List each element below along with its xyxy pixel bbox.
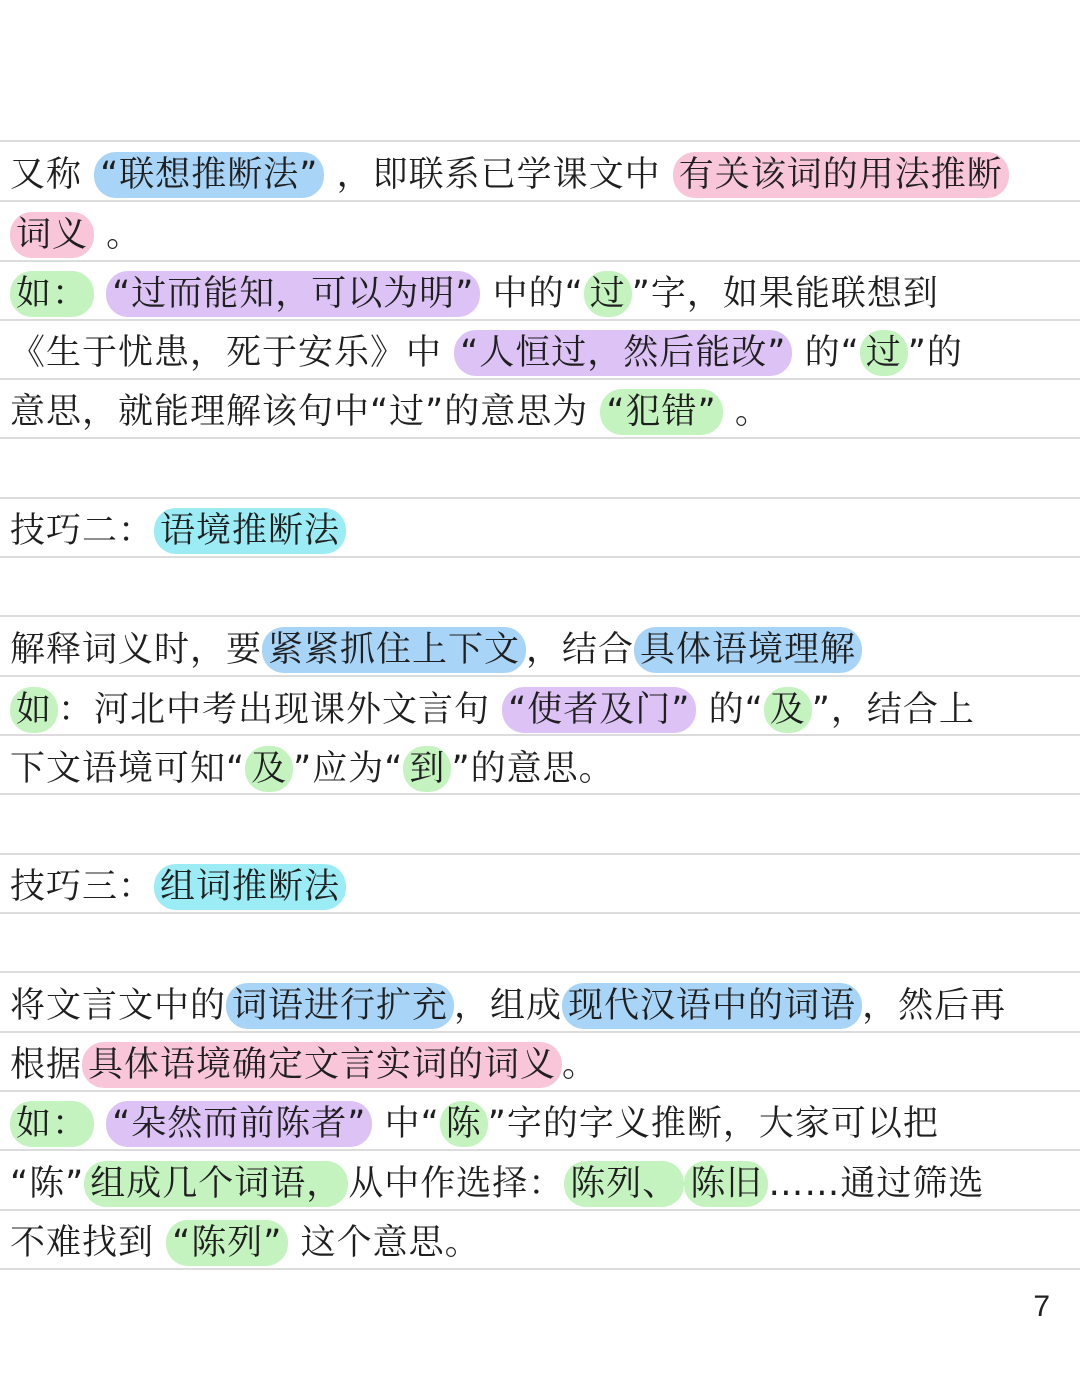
example2-line2 bbox=[10, 744, 1064, 794]
text: 不难找到 bbox=[10, 1223, 155, 1263]
text: ，然后再 bbox=[862, 986, 1007, 1026]
highlight-char: 及 bbox=[245, 746, 293, 792]
ruled-line bbox=[0, 319, 1080, 321]
paragraph3-line1 bbox=[10, 981, 1064, 1031]
text: ”应为“ bbox=[293, 749, 404, 789]
text: ”，结合上 bbox=[811, 690, 975, 730]
example-label: 如： bbox=[10, 271, 94, 317]
text: 意思，就能理解该句中“过”的意思为 bbox=[10, 392, 589, 432]
ruled-line bbox=[0, 260, 1080, 262]
ruled-line bbox=[0, 675, 1080, 677]
highlight-char: 到 bbox=[403, 746, 451, 792]
text: 。 bbox=[562, 1045, 599, 1085]
text: ”的意思。 bbox=[451, 749, 615, 789]
highlight-quote: “过而能知，可以为明” bbox=[106, 271, 480, 317]
tip2-heading bbox=[10, 506, 1064, 556]
highlight-word: 陈旧 bbox=[684, 1161, 768, 1207]
text: 解释词义时，要 bbox=[10, 630, 263, 670]
highlight-phrase: 现代汉语中的词语 bbox=[562, 983, 862, 1029]
highlight-word: 陈列、 bbox=[564, 1161, 684, 1207]
ruled-line bbox=[0, 1209, 1080, 1211]
highlight-quote: “使者及门” bbox=[502, 687, 696, 733]
example3-line2 bbox=[10, 1159, 1064, 1209]
text: ：河北中考出现课外文言句 bbox=[58, 690, 491, 730]
text: ”的 bbox=[907, 333, 963, 373]
highlight-phrase: 词义 bbox=[10, 212, 94, 258]
paragraph2-line1 bbox=[10, 625, 1064, 675]
highlight-char: 及 bbox=[764, 687, 812, 733]
text: 。 bbox=[734, 392, 771, 432]
text: 的“ bbox=[804, 333, 860, 373]
highlight-char: 过 bbox=[860, 330, 908, 376]
tip-title: 组词推断法 bbox=[154, 864, 346, 910]
text: ”字，如果能联想到 bbox=[631, 274, 939, 314]
text: 从中作选择： bbox=[348, 1164, 565, 1204]
highlight-char: 过 bbox=[584, 271, 632, 317]
ruled-line bbox=[0, 615, 1080, 617]
tip-prefix: 技巧二： bbox=[10, 511, 155, 551]
ruled-line bbox=[0, 912, 1080, 914]
ruled-line bbox=[0, 497, 1080, 499]
example2-line1 bbox=[10, 685, 1064, 735]
text: ……通过筛选 bbox=[768, 1164, 985, 1204]
text: 的“ bbox=[708, 690, 764, 730]
text: 根据 bbox=[10, 1045, 83, 1085]
text: 中的“ bbox=[492, 274, 584, 314]
text: ，即联系已学课文中 bbox=[336, 155, 661, 195]
text: ，结合 bbox=[526, 630, 635, 670]
text: ，组成 bbox=[454, 986, 563, 1026]
ruled-line bbox=[0, 1149, 1080, 1151]
paragraph1-line2 bbox=[10, 210, 1064, 260]
text: “陈” bbox=[10, 1164, 85, 1204]
text: 又称 bbox=[10, 155, 83, 195]
ruled-line bbox=[0, 200, 1080, 202]
ruled-line bbox=[0, 1031, 1080, 1033]
example3-line1 bbox=[10, 1099, 1064, 1149]
text: 《生于忧患，死于安乐》中 bbox=[10, 333, 443, 373]
example-label: 如： bbox=[10, 1101, 94, 1147]
ruled-line bbox=[0, 1268, 1080, 1270]
paragraph1-line1 bbox=[10, 150, 1064, 200]
text: 这个意思。 bbox=[300, 1223, 481, 1263]
page-number: 7 bbox=[1033, 1290, 1050, 1323]
highlight-quote: “人恒过，然后能改” bbox=[454, 330, 792, 376]
ruled-line bbox=[0, 1090, 1080, 1092]
highlight-phrase: 具体语境确定文言实词的词义 bbox=[82, 1042, 562, 1088]
example1-line3 bbox=[10, 387, 1064, 437]
highlight-phrase: 有关该词的用法推断 bbox=[673, 152, 1009, 198]
highlight-meaning: “犯错” bbox=[600, 389, 722, 435]
tip3-heading bbox=[10, 862, 1064, 912]
tip-title: 语境推断法 bbox=[154, 508, 346, 554]
highlight-phrase: 词语进行扩充 bbox=[226, 983, 454, 1029]
highlight-meaning: “陈列” bbox=[166, 1220, 288, 1266]
highlight-char: 陈 bbox=[440, 1101, 488, 1147]
highlight-term: “联想推断法” bbox=[94, 152, 324, 198]
text: 将文言文中的 bbox=[10, 986, 227, 1026]
text: 。 bbox=[106, 215, 143, 255]
example1-line1 bbox=[10, 269, 1064, 319]
text: 中“ bbox=[384, 1104, 440, 1144]
ruled-line bbox=[0, 140, 1080, 142]
example3-line3 bbox=[10, 1218, 1064, 1268]
tip-prefix: 技巧三： bbox=[10, 867, 155, 907]
highlight-phrase: 具体语境理解 bbox=[634, 627, 862, 673]
text: ”字的字义推断，大家可以把 bbox=[487, 1104, 939, 1144]
ruled-line bbox=[0, 556, 1080, 558]
highlight-phrase: 紧紧抓住上下文 bbox=[262, 627, 526, 673]
example1-line2 bbox=[10, 328, 1064, 378]
ruled-line bbox=[0, 853, 1080, 855]
example-label: 如 bbox=[10, 687, 58, 733]
highlight-quote: “朵然而前陈者” bbox=[106, 1101, 372, 1147]
text: 下文语境可知“ bbox=[10, 749, 246, 789]
ruled-line bbox=[0, 971, 1080, 973]
highlight-phrase: 组成几个词语， bbox=[84, 1161, 348, 1207]
ruled-line bbox=[0, 437, 1080, 439]
ruled-line bbox=[0, 378, 1080, 380]
paragraph3-line2 bbox=[10, 1040, 1064, 1090]
